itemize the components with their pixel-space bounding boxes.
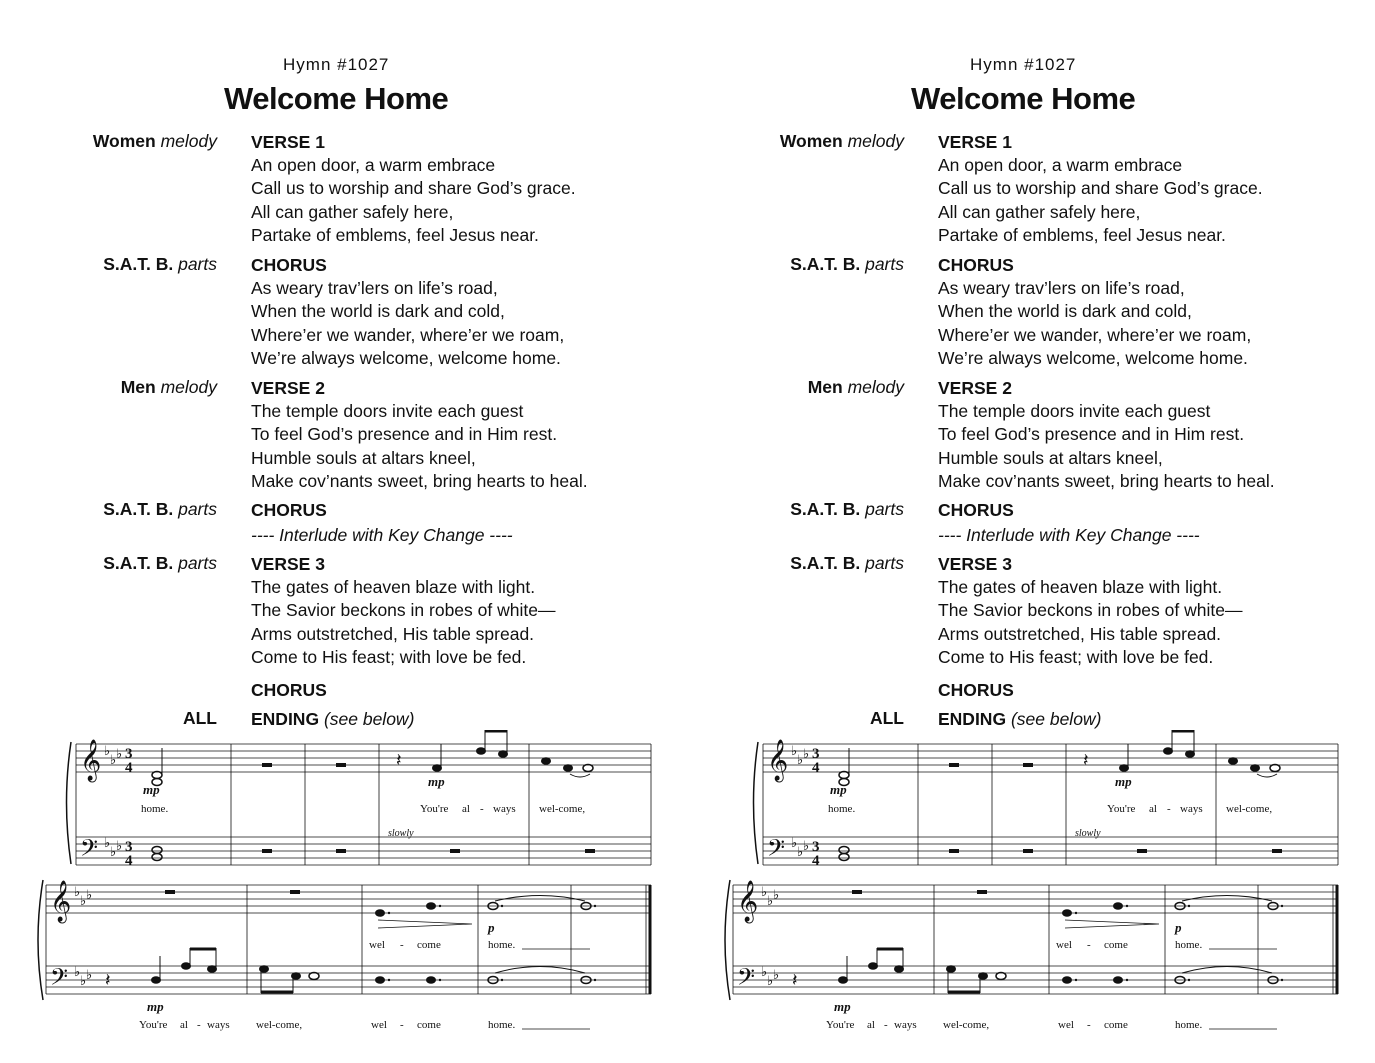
treble-clef: 𝄞	[767, 740, 789, 780]
svg-text:mp: mp	[143, 782, 160, 797]
svg-text:3: 3	[812, 839, 820, 855]
svg-text:♭: ♭	[116, 838, 123, 853]
svg-text:𝄽: 𝄽	[792, 970, 798, 990]
svg-text:♭: ♭	[767, 973, 774, 988]
svg-text:♭: ♭	[116, 746, 123, 761]
lyric-line: As weary trav’lers on life’s road,	[938, 278, 1185, 299]
role-label: S.A.T. B. parts	[103, 254, 217, 274]
svg-text:♭: ♭	[791, 835, 798, 850]
svg-text:home.: home.	[1175, 1019, 1203, 1031]
lyric-line: We’re always welcome, welcome home.	[251, 347, 561, 368]
svg-text:-: -	[480, 803, 484, 815]
svg-text:3: 3	[125, 839, 133, 855]
svg-text:♭: ♭	[104, 743, 111, 758]
lyric-line: Humble souls at altars kneel,	[251, 447, 476, 468]
verse-2-lyrics	[938, 377, 1275, 493]
svg-text:You're: You're	[1107, 803, 1136, 815]
svg-text:♭: ♭	[797, 752, 804, 767]
verse-1-lyrics	[938, 131, 1263, 247]
svg-text:-: -	[1087, 1019, 1091, 1031]
role-label: S.A.T. B. parts	[790, 499, 904, 519]
svg-text:♭: ♭	[80, 893, 87, 908]
lyric-line: An open door, a warm embrace	[938, 155, 1183, 176]
lyric-line: Make cov’nants sweet, bring hearts to heal.	[251, 470, 588, 491]
lyric-line: Partake of emblems, feel Jesus near.	[938, 224, 1226, 245]
lyric-line: We’re always welcome, welcome home.	[938, 347, 1248, 368]
hymn-number: Hymn #1027	[970, 55, 1077, 74]
lyric-line: Humble souls at altars kneel,	[938, 447, 1163, 468]
chorus-lyrics	[938, 254, 1251, 370]
svg-text:come: come	[1104, 1019, 1128, 1031]
svg-text:♭: ♭	[86, 967, 93, 982]
svg-text:You're: You're	[139, 1019, 168, 1031]
section-heading: ENDING	[938, 709, 1007, 729]
role-label: Men melody	[120, 377, 217, 397]
svg-text:♭: ♭	[74, 964, 81, 979]
role-label: S.A.T. B. parts	[790, 553, 904, 573]
score-system-2	[725, 880, 1338, 1031]
svg-text:p: p	[1175, 920, 1182, 935]
svg-text:♭: ♭	[803, 838, 810, 853]
svg-text:wel-come,: wel-come,	[1226, 803, 1273, 815]
hymn-title: Welcome Home	[911, 81, 1136, 116]
svg-text:wel: wel	[1058, 1019, 1074, 1031]
svg-text:come: come	[1104, 939, 1128, 951]
music-score	[0, 730, 688, 1040]
svg-text:You're: You're	[826, 1019, 855, 1031]
svg-text:4: 4	[125, 853, 133, 869]
svg-text:wel: wel	[369, 939, 385, 951]
right-panel	[687, 0, 1375, 1063]
svg-text:home.: home.	[1175, 939, 1203, 951]
svg-text:mp: mp	[830, 782, 847, 797]
bass-clef: 𝄢	[80, 836, 99, 867]
svg-text:You're: You're	[420, 803, 449, 815]
svg-text:4: 4	[812, 760, 820, 776]
svg-text:slowly: slowly	[1075, 828, 1101, 839]
section-heading: CHORUS	[251, 255, 327, 275]
svg-text:mp: mp	[1115, 774, 1132, 789]
lyric-line: Call us to worship and share God’s grace.	[938, 178, 1263, 199]
lyric-line: The temple doors invite each guest	[938, 401, 1211, 422]
svg-text:-: -	[1167, 803, 1171, 815]
svg-text:♭: ♭	[797, 844, 804, 859]
svg-text:♭: ♭	[104, 835, 111, 850]
svg-text:♭: ♭	[761, 964, 768, 979]
svg-text:al: al	[180, 1019, 188, 1031]
svg-text:ways: ways	[207, 1019, 230, 1031]
section-heading: CHORUS	[938, 255, 1014, 275]
section-heading: ENDING	[251, 709, 320, 729]
svg-text:4: 4	[812, 853, 820, 869]
svg-text:-: -	[197, 1019, 201, 1031]
verse-1-lyrics	[251, 131, 576, 247]
score-system-1	[754, 730, 1339, 869]
svg-text:𝄢: 𝄢	[50, 965, 69, 996]
svg-text:mp: mp	[147, 999, 164, 1014]
svg-text:♭: ♭	[761, 884, 768, 899]
section-heading: CHORUS	[938, 680, 1014, 700]
svg-text:al: al	[1149, 803, 1157, 815]
heading-note: (see below)	[1010, 709, 1102, 729]
svg-text:♭: ♭	[773, 887, 780, 902]
svg-text:𝄽: 𝄽	[1083, 750, 1089, 770]
lyric-line: All can gather safely here,	[251, 201, 454, 222]
score-system-1	[67, 730, 652, 869]
lyric-line: To feel God’s presence and in Him rest.	[251, 424, 558, 445]
svg-text:p: p	[488, 920, 495, 935]
section-heading: CHORUS	[251, 500, 327, 520]
section-heading: VERSE 2	[938, 378, 1012, 398]
lyric-line: The Savior beckons in robes of white—	[251, 600, 556, 621]
heading-note: (see below)	[323, 709, 415, 729]
role-label: S.A.T. B. parts	[103, 553, 217, 573]
svg-text:3: 3	[125, 746, 133, 762]
svg-text:♭: ♭	[86, 887, 93, 902]
svg-text:♭: ♭	[791, 743, 798, 758]
role-label: Women melody	[779, 131, 904, 151]
chorus-lyrics	[251, 254, 564, 370]
svg-text:al: al	[867, 1019, 875, 1031]
bass-clef: 𝄢	[767, 836, 786, 867]
svg-text:♭: ♭	[110, 752, 117, 767]
verse-3-lyrics	[251, 553, 555, 669]
ending-lyrics	[938, 708, 1101, 731]
chorus-3-lyrics	[251, 679, 327, 702]
section-heading: VERSE 3	[251, 554, 325, 574]
svg-text:home.: home.	[488, 939, 516, 951]
svg-text:home.: home.	[141, 803, 169, 815]
lyric-line: When the world is dark and cold,	[251, 301, 505, 322]
svg-text:wel: wel	[1056, 939, 1072, 951]
svg-text:𝄽: 𝄽	[396, 750, 402, 770]
svg-text:wel-come,: wel-come,	[943, 1019, 990, 1031]
svg-text:𝄽: 𝄽	[105, 970, 111, 990]
role-label: S.A.T. B. parts	[103, 499, 217, 519]
svg-text:ways: ways	[1180, 803, 1203, 815]
lyric-line: Come to His feast; with love be fed.	[251, 646, 527, 667]
lyric-line: All can gather safely here,	[938, 201, 1141, 222]
svg-text:home.: home.	[488, 1019, 516, 1031]
lyric-line: The gates of heaven blaze with light.	[251, 577, 536, 598]
svg-text:𝄞: 𝄞	[50, 881, 72, 921]
section-heading: VERSE 2	[251, 378, 325, 398]
lyric-line: The temple doors invite each guest	[251, 401, 524, 422]
section-heading: VERSE 1	[938, 132, 1012, 152]
svg-text:𝄢: 𝄢	[737, 965, 756, 996]
svg-text:wel: wel	[371, 1019, 387, 1031]
svg-text:-: -	[400, 1019, 404, 1031]
role-label: ALL	[869, 708, 904, 728]
treble-clef: 𝄞	[80, 740, 102, 780]
svg-text:wel-come,: wel-come,	[256, 1019, 303, 1031]
role-label: Men melody	[807, 377, 904, 397]
lyric-line: The gates of heaven blaze with light.	[938, 577, 1223, 598]
role-label: Women melody	[92, 131, 217, 151]
section-heading: VERSE 1	[251, 132, 325, 152]
section-heading: CHORUS	[938, 500, 1014, 520]
svg-text:ways: ways	[894, 1019, 917, 1031]
hymn-number: Hymn #1027	[283, 55, 390, 74]
svg-text:wel-come,: wel-come,	[539, 803, 586, 815]
svg-text:-: -	[1087, 939, 1091, 951]
chorus-2-lyrics	[251, 499, 513, 547]
svg-text:come: come	[417, 939, 441, 951]
hymn-title: Welcome Home	[224, 81, 449, 116]
lyric-line: An open door, a warm embrace	[251, 155, 496, 176]
lyric-line: Arms outstretched, His table spread.	[938, 623, 1222, 644]
role-label: ALL	[182, 708, 217, 728]
lyric-line: Arms outstretched, His table spread.	[251, 623, 535, 644]
svg-text:slowly: slowly	[388, 828, 414, 839]
svg-text:-: -	[400, 939, 404, 951]
svg-text:♭: ♭	[803, 746, 810, 761]
ending-lyrics	[251, 708, 414, 731]
lyric-line: The Savior beckons in robes of white—	[938, 600, 1243, 621]
svg-text:𝄞: 𝄞	[737, 881, 759, 921]
svg-text:3: 3	[812, 746, 820, 762]
lyric-line: Where’er we wander, where’er we roam,	[251, 324, 565, 345]
lyric-line: As weary trav’lers on life’s road,	[251, 278, 498, 299]
svg-text:♭: ♭	[767, 893, 774, 908]
svg-text:-: -	[884, 1019, 888, 1031]
section-heading: CHORUS	[251, 680, 327, 700]
lyric-line: When the world is dark and cold,	[938, 301, 1192, 322]
score-system-2	[38, 880, 651, 1031]
svg-text:♭: ♭	[110, 844, 117, 859]
section-heading: VERSE 3	[938, 554, 1012, 574]
svg-text:home.: home.	[828, 803, 856, 815]
lyric-line: Make cov’nants sweet, bring hearts to heal.	[938, 470, 1275, 491]
svg-text:come: come	[417, 1019, 441, 1031]
lyric-line: Call us to worship and share God’s grace.	[251, 178, 576, 199]
verse-3-lyrics	[938, 553, 1242, 669]
chorus-2-lyrics	[938, 499, 1200, 547]
svg-text:al: al	[462, 803, 470, 815]
lyric-line: Partake of emblems, feel Jesus near.	[251, 224, 539, 245]
svg-text:♭: ♭	[74, 884, 81, 899]
interlude-note: ---- Interlude with Key Change ----	[938, 525, 1200, 546]
role-label: S.A.T. B. parts	[790, 254, 904, 274]
svg-text:ways: ways	[493, 803, 516, 815]
svg-text:4: 4	[125, 760, 133, 776]
svg-text:♭: ♭	[773, 967, 780, 982]
music-score	[687, 730, 1375, 1040]
svg-text:mp: mp	[428, 774, 445, 789]
lyric-line: To feel God’s presence and in Him rest.	[938, 424, 1245, 445]
svg-text:♭: ♭	[80, 973, 87, 988]
svg-text:mp: mp	[834, 999, 851, 1014]
lyric-line: Come to His feast; with love be fed.	[938, 646, 1214, 667]
verse-2-lyrics	[251, 377, 588, 493]
chorus-3-lyrics	[938, 679, 1014, 702]
interlude-note: ---- Interlude with Key Change ----	[251, 525, 513, 546]
lyric-line: Where’er we wander, where’er we roam,	[938, 324, 1252, 345]
